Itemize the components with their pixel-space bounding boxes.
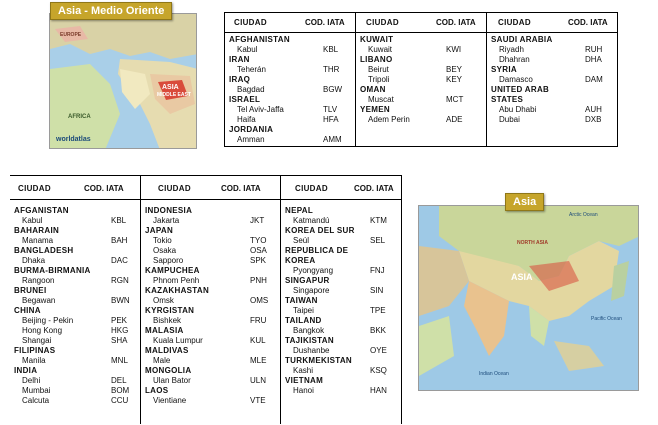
country-label: KYRGISTAN: [145, 306, 195, 315]
city-row: [141, 336, 280, 346]
country-label: ISRAEL: [229, 95, 261, 104]
city-name: Bagdad: [237, 85, 265, 94]
country-label: KOREA: [285, 256, 316, 265]
city-name: Male: [153, 356, 171, 365]
iata-code: HAN: [370, 386, 387, 395]
city-row: [225, 105, 355, 115]
city-name: Adem Perin: [368, 115, 410, 124]
top-col-1: [225, 13, 355, 146]
country-label: INDIA: [14, 366, 38, 375]
country-label: IRAQ: [229, 75, 251, 84]
city-row: [281, 306, 401, 316]
city-row: [281, 346, 401, 356]
country-label: BURMA-BIRMANIA: [14, 266, 91, 275]
country-name: [141, 266, 280, 276]
country-label: SINGAPUR: [285, 276, 330, 285]
top-col-2: [356, 13, 486, 146]
city-name: Hanoi: [293, 386, 314, 395]
city-name: Dhahran: [499, 55, 530, 64]
asia-map: [418, 205, 639, 391]
city-row: [10, 296, 140, 306]
city-row: [141, 296, 280, 306]
country-name: [10, 246, 140, 256]
iata-code: VTE: [250, 396, 266, 405]
iata-code: SEL: [370, 236, 386, 245]
city-name: Pyongyang: [293, 266, 334, 275]
iata-code: SHA: [111, 336, 128, 345]
city-name: Bangkok: [293, 326, 325, 335]
country-label: SYRIA: [491, 65, 517, 74]
middle-east-map-tab: Asia - Medio Oriente: [50, 2, 172, 20]
city-name: Begawan: [22, 296, 56, 305]
country-label: SAUDI ARABIA: [491, 35, 553, 44]
country-label: JAPAN: [145, 226, 174, 235]
city-name: Sapporo: [153, 256, 184, 265]
header-city: CIUDAD: [234, 18, 267, 27]
iata-code: THR: [323, 65, 340, 74]
country-name: [281, 226, 401, 236]
iata-code: PNH: [250, 276, 267, 285]
country-name: [10, 206, 140, 216]
city-row: [356, 115, 486, 125]
header-code: COD. IATA: [436, 18, 476, 27]
country-label: LAOS: [145, 386, 169, 395]
city-row: [10, 386, 140, 396]
city-name: Kuwait: [368, 45, 393, 54]
city-name: Abu Dhabi: [499, 105, 537, 114]
city-row: [10, 276, 140, 286]
city-row: [141, 396, 280, 406]
iata-code: DEL: [111, 376, 127, 385]
city-name: Mumbai: [22, 386, 51, 395]
city-row: [10, 216, 140, 226]
country-name: [141, 366, 280, 376]
iata-code: BKK: [370, 326, 387, 335]
country-label: TURKMEKISTAN: [285, 356, 353, 365]
arctic-ocean-label: Arctic Ocean: [569, 212, 598, 218]
city-name: Kashi: [293, 366, 314, 375]
city-name: Phnom Penh: [153, 276, 200, 285]
country-name: [141, 346, 280, 356]
city-row: [281, 286, 401, 296]
city-name: Bishkek: [153, 316, 182, 325]
city-row: [225, 45, 355, 55]
city-row: [10, 236, 140, 246]
iata-code: KBL: [111, 216, 127, 225]
city-row: [356, 75, 486, 85]
header-code: COD. IATA: [305, 18, 345, 27]
iata-code: MLE: [250, 356, 267, 365]
iata-code: TPE: [370, 306, 386, 315]
country-label: LIBANO: [360, 55, 393, 64]
city-row: [356, 95, 486, 105]
city-row: [141, 376, 280, 386]
city-row: [10, 326, 140, 336]
city-name: Rangoon: [22, 276, 55, 285]
iata-code: OMS: [250, 296, 269, 305]
middle-east-map: [49, 13, 197, 149]
indian-ocean-label: Indian Ocean: [479, 371, 509, 377]
iata-code: AUH: [585, 105, 602, 114]
country-name: [487, 35, 618, 45]
country-name: [10, 286, 140, 296]
country-name: [141, 286, 280, 296]
asia-label: ASIA: [511, 272, 533, 282]
country-label: OMAN: [360, 85, 386, 94]
iata-code: PEK: [111, 316, 128, 325]
city-name: Muscat: [368, 95, 394, 104]
country-label: TAIWAN: [285, 296, 318, 305]
city-row: [141, 236, 280, 246]
iata-code: KTM: [370, 216, 387, 225]
iata-code: BGW: [323, 85, 343, 94]
iata-code: DHA: [585, 55, 602, 64]
iata-code: OSA: [250, 246, 267, 255]
city-name: Beirut: [368, 65, 389, 74]
city-row: [141, 216, 280, 226]
city-row: [225, 85, 355, 95]
city-name: Beijing - Pekin: [22, 316, 74, 325]
country-name: [225, 55, 355, 65]
bottom-col-1: [10, 176, 140, 424]
city-name: Dushanbe: [293, 346, 330, 355]
country-name: [281, 376, 401, 386]
iata-code: BEY: [446, 65, 463, 74]
iata-code: DXB: [585, 115, 602, 124]
city-name: Dubai: [499, 115, 520, 124]
country-name: [281, 256, 401, 266]
iata-code: BOM: [111, 386, 130, 395]
header-code: COD. IATA: [221, 184, 261, 193]
city-row: [281, 236, 401, 246]
country-name: [356, 105, 486, 115]
city-row: [141, 246, 280, 256]
city-name: Tripoli: [368, 75, 390, 84]
country-name: [225, 95, 355, 105]
city-row: [281, 216, 401, 226]
country-label: AFGANISTAN: [14, 206, 69, 215]
header-city: CIUDAD: [366, 18, 399, 27]
iata-code: DAC: [111, 256, 128, 265]
country-name: [487, 95, 618, 105]
country-name: [281, 296, 401, 306]
city-name: Dhaka: [22, 256, 46, 265]
country-name: [10, 346, 140, 356]
iata-code: SPK: [250, 256, 267, 265]
city-row: [225, 135, 355, 145]
city-name: Ulan Bator: [153, 376, 191, 385]
city-name: Seúl: [293, 236, 310, 245]
country-name: [281, 206, 401, 216]
europe-label: EUROPE: [60, 32, 82, 38]
country-name: [225, 75, 355, 85]
country-name: [10, 266, 140, 276]
iata-code: BWN: [111, 296, 130, 305]
city-row: [10, 356, 140, 366]
country-label: KAZAKHASTAN: [145, 286, 210, 295]
top-col-3: [487, 13, 618, 146]
city-name: Tokio: [153, 236, 172, 245]
header-city: CIUDAD: [158, 184, 191, 193]
iata-code: AMM: [323, 135, 342, 144]
country-label: MALASIA: [145, 326, 184, 335]
header-code: COD. IATA: [84, 184, 124, 193]
country-label: KOREA DEL SUR: [285, 226, 355, 235]
country-label: BRUNEI: [14, 286, 47, 295]
iata-code: FNJ: [370, 266, 385, 275]
country-name: [487, 85, 618, 95]
pacific-ocean-label: Pacific Ocean: [591, 316, 622, 322]
iata-code: HKG: [111, 326, 129, 335]
iata-code: KSQ: [370, 366, 387, 375]
iata-code: MNL: [111, 356, 128, 365]
city-row: [10, 316, 140, 326]
header-city: CIUDAD: [498, 18, 531, 27]
header-city: CIUDAD: [18, 184, 51, 193]
asia-map-graphic: [419, 206, 639, 391]
country-label: TAILAND: [285, 316, 322, 325]
middle-east-iata-table: [224, 12, 618, 147]
city-name: Delhi: [22, 376, 41, 385]
city-name: Calcuta: [22, 396, 50, 405]
asia-map-tab: Asia: [505, 193, 544, 211]
city-row: [281, 386, 401, 396]
city-row: [281, 266, 401, 276]
country-name: [141, 326, 280, 336]
city-name: Hong Kong: [22, 326, 63, 335]
city-name: Haifa: [237, 115, 256, 124]
city-row: [487, 55, 618, 65]
country-label: STATES: [491, 95, 524, 104]
middle-east-label: MIDDLE EAST: [157, 92, 191, 98]
city-name: Taipei: [293, 306, 314, 315]
country-label: KAMPUCHEA: [145, 266, 200, 275]
city-row: [141, 316, 280, 326]
country-label: INDONESIA: [145, 206, 193, 215]
iata-code: KWI: [446, 45, 462, 54]
city-name: Manila: [22, 356, 46, 365]
bottom-col-3: [281, 176, 401, 424]
city-name: Tel Aviv-Jaffa: [237, 105, 284, 114]
city-name: Osaka: [153, 246, 177, 255]
city-row: [10, 396, 140, 406]
country-label: MONGOLIA: [145, 366, 192, 375]
country-label: CHINA: [14, 306, 41, 315]
iata-code: RUH: [585, 45, 603, 54]
iata-code: ULN: [250, 376, 267, 385]
city-name: Katmandú: [293, 216, 330, 225]
iata-code: DAM: [585, 75, 603, 84]
city-name: Manama: [22, 236, 54, 245]
asia-iata-table: [10, 175, 402, 424]
city-name: Kuala Lumpur: [153, 336, 203, 345]
iata-code: CCU: [111, 396, 129, 405]
country-label: TAJIKISTAN: [285, 336, 334, 345]
country-label: BANGLADESH: [14, 246, 74, 255]
city-row: [281, 326, 401, 336]
city-name: Singapore: [293, 286, 330, 295]
country-label: UNITED ARAB: [491, 85, 550, 94]
country-name: [10, 306, 140, 316]
header-code: COD. IATA: [354, 184, 394, 193]
city-row: [225, 65, 355, 75]
country-label: MALDIVAS: [145, 346, 189, 355]
country-name: [356, 85, 486, 95]
iata-code: TYO: [250, 236, 267, 245]
city-name: Shangai: [22, 336, 52, 345]
iata-code: HFA: [323, 115, 339, 124]
country-name: [281, 316, 401, 326]
city-name: Riyadh: [499, 45, 524, 54]
country-label: KUWAIT: [360, 35, 394, 44]
iata-code: SIN: [370, 286, 384, 295]
country-label: FILIPINAS: [14, 346, 56, 355]
city-name: Damasco: [499, 75, 533, 84]
country-name: [281, 276, 401, 286]
city-row: [10, 256, 140, 266]
city-name: Vientiane: [153, 396, 187, 405]
country-name: [10, 226, 140, 236]
city-name: Omsk: [153, 296, 174, 305]
bottom-col-2: [141, 176, 280, 424]
country-name: [356, 55, 486, 65]
city-row: [10, 336, 140, 346]
city-name: Jakarta: [153, 216, 180, 225]
north-asia-label: NORTH ASIA: [517, 240, 548, 246]
country-label: IRAN: [229, 55, 250, 64]
city-row: [487, 45, 618, 55]
country-label: BAHARAIN: [14, 226, 60, 235]
city-row: [356, 65, 486, 75]
city-name: Amman: [237, 135, 265, 144]
iata-code: KUL: [250, 336, 266, 345]
iata-code: KEY: [446, 75, 463, 84]
asia-label: ASIA: [162, 84, 179, 91]
country-name: [281, 246, 401, 256]
country-name: [281, 356, 401, 366]
worldatlas-logo: worldatlas: [56, 136, 91, 143]
country-label: JORDANIA: [229, 125, 274, 134]
iata-code: KBL: [323, 45, 339, 54]
city-name: Teherán: [237, 65, 266, 74]
city-row: [487, 105, 618, 115]
header-code: COD. IATA: [568, 18, 608, 27]
city-row: [141, 256, 280, 266]
country-name: [487, 65, 618, 75]
city-row: [141, 276, 280, 286]
country-name: [225, 35, 355, 45]
city-row: [356, 45, 486, 55]
country-name: [141, 226, 280, 236]
country-name: [225, 125, 355, 135]
country-label: VIETNAM: [285, 376, 324, 385]
country-name: [10, 366, 140, 376]
city-name: Kabul: [22, 216, 43, 225]
country-name: [356, 35, 486, 45]
iata-code: FRU: [250, 316, 267, 325]
city-name: Kabul: [237, 45, 258, 54]
city-row: [281, 366, 401, 376]
iata-code: MCT: [446, 95, 464, 104]
city-row: [225, 115, 355, 125]
country-label: YEMEN: [360, 105, 390, 114]
country-label: REPUBLICA DE: [285, 246, 349, 255]
country-name: [141, 386, 280, 396]
iata-code: JKT: [250, 216, 265, 225]
header-city: CIUDAD: [295, 184, 328, 193]
iata-code: OYE: [370, 346, 387, 355]
city-row: [487, 75, 618, 85]
iata-code: BAH: [111, 236, 128, 245]
country-label: AFGHANISTAN: [229, 35, 290, 44]
iata-code: RGN: [111, 276, 129, 285]
city-row: [141, 356, 280, 366]
africa-label: AFRICA: [68, 114, 91, 120]
country-name: [141, 306, 280, 316]
city-row: [487, 115, 618, 125]
iata-code: TLV: [323, 105, 338, 114]
city-row: [10, 376, 140, 386]
country-label: NEPAL: [285, 206, 314, 215]
country-name: [141, 206, 280, 216]
country-name: [281, 336, 401, 346]
iata-code: ADE: [446, 115, 463, 124]
